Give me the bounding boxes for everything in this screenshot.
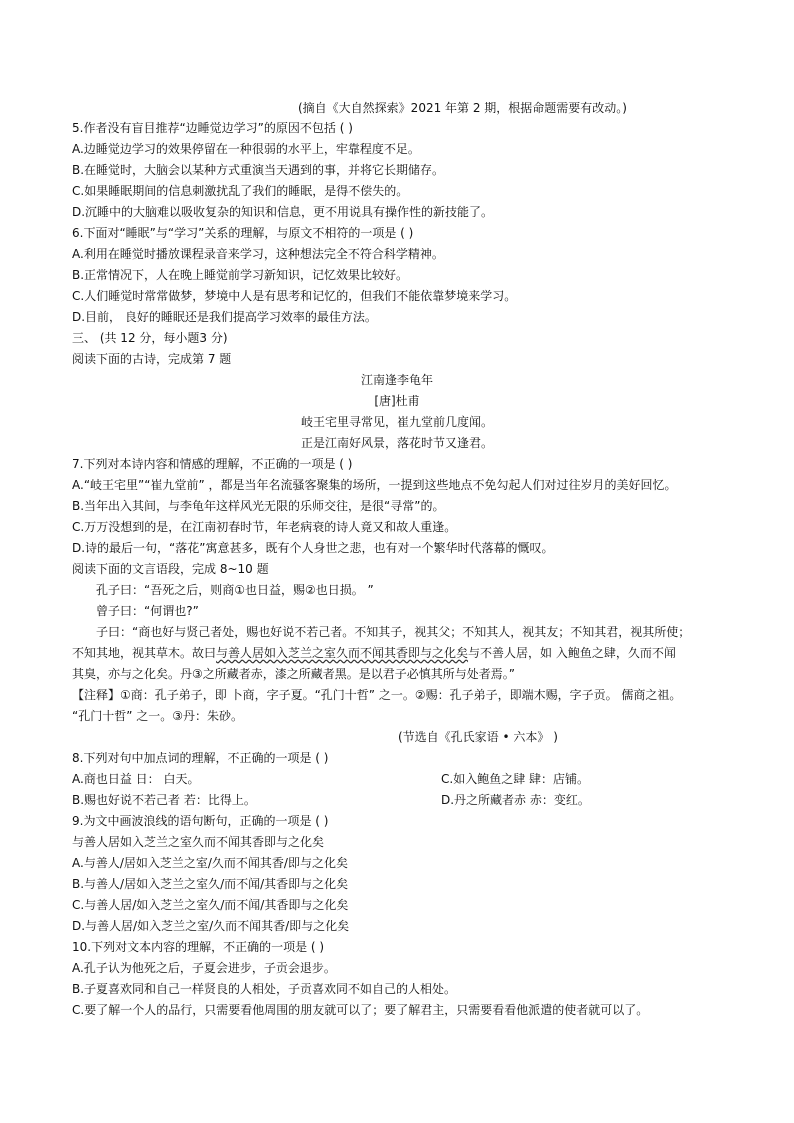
q5-option-a: A.边睡觉边学习的效果停留在一种很弱的水平上，牢靠程度不足。: [72, 142, 420, 156]
q7-option-a: A.“岐王宅里”“崔九堂前” ，都是当年名流骚客聚集的场所，一提到这些地点不免勾起人们对过往岁月的美好回忆。: [72, 478, 677, 492]
section-3-instruction: 阅读下面的古诗，完成第 7 题: [72, 352, 232, 366]
q9-option-d: D.与善人居/如入芝兰之室/久而不闻其香/即与之化矣: [72, 919, 350, 933]
q9-option-c: C.与善人居/如入芝兰之室久/而不闻/其香即与之化矣: [72, 898, 349, 912]
q10-option-c: C.要了解一个人的品行，只需要看他周围的朋友就可以了；要了解君主，只需要看看他派遣的使者就可以了。: [72, 1003, 649, 1017]
q7-stem: 7.下列对本诗内容和情感的理解，不正确的一项是 ( ): [72, 457, 353, 471]
q8-option-b: B.赐也好说不若己者 若：比得上。: [72, 793, 256, 807]
q6-option-d: D.目前， 良好的睡眠还是我们提高学习效率的最佳方法。: [72, 310, 377, 324]
q9-sentence: 与善人居如入芝兰之室久而不闻其香即与之化矣: [72, 835, 325, 849]
q10-option-a: A.孔子认为他死之后，子夏会进步，子贡会退步。: [72, 961, 336, 975]
q8-option-a: A.商也日益 日： 白天。: [72, 772, 200, 786]
q7-option-c: C.万万没想到的是，在江南初春时节，年老病衰的诗人竟又和故人重逢。: [72, 520, 457, 534]
section-3-heading: 三、 (共 12 分，每小题3 分): [72, 331, 228, 345]
q9-stem: 9.为文中画波浪线的语句断句，正确的一项是 ( ): [72, 814, 329, 828]
q7-option-d: D.诗的最后一句，“落花”寓意甚多，既有个人身世之悲，也有对一个繁华时代落幕的慨叹。: [72, 541, 554, 555]
poem-line-2: 正是江南好风景，落花时节又逢君。: [300, 436, 493, 450]
classical-text-segment: 与不善人居，如 入鲍鱼之肆，久而不闻: [468, 646, 676, 660]
q6-option-b: B.正常情况下，人在晚上睡觉前学习新知识，记忆效果比较好。: [72, 268, 409, 282]
classical-paragraph-3-line-1: 子曰：“商也好与贤己者处，赐也好说不若己者。不知其子，视其父；不知其人，视其友；不知其君，视其所使；: [96, 625, 691, 639]
q9-option-b: B.与善人/居如入芝兰之室久/而不闻/其香即与之化矣: [72, 877, 349, 891]
q10-stem: 10.下列对文本内容的理解，不正确的一项是 ( ): [72, 940, 325, 954]
q6-option-c: C.人们睡觉时常常做梦，梦境中人是有思考和记忆的，但我们不能依靠梦境来学习。: [72, 289, 517, 303]
classical-paragraph-3-line-3: 其臭，亦与之化矣。丹③之所藏者赤，漆之所藏者黑。是以君子必慎其所与处者焉。”: [72, 667, 515, 681]
q7-option-b: B.当年出入其间，与李龟年这样风光无限的乐师交往，是很“寻常”的。: [72, 499, 445, 513]
q6-stem: 6.下面对“睡眠”与“学习”关系的理解，与原文不相符的一项是 ( ): [72, 226, 414, 240]
q5-option-d: D.沉睡中的大脑难以吸收复杂的知识和信息，更不用说具有操作性的新技能了。: [72, 205, 494, 219]
q10-option-b: B.子夏喜欢同和自己一样贤良的人相处，子贡喜欢同不如自己的人相处。: [72, 982, 457, 996]
classical-text-segment: 不知其地，视其草木。故曰: [72, 646, 217, 660]
wavy-underlined-sentence: 与善人居如入芝兰之室久而不闻其香即与之化矣: [216, 646, 469, 660]
q5-option-b: B.在睡觉时，大脑会以某种方式重演当天遇到的事，并将它长期储存。: [72, 163, 445, 177]
q5-stem: 5.作者没有盲目推荐“边睡觉边学习”的原因不包括 ( ): [72, 121, 353, 135]
source-note: (摘自《大自然探索》2021 年第 2 期，根据命题需要有改动。): [298, 101, 627, 115]
poem-title: 江南逢李龟年: [360, 373, 433, 387]
annotation-line-1: 【注释】①商：孔子弟子，即 卜商，字子夏。“孔门十哲” 之一。②赐：孔子弟子，即端木赐，字子贡。 儒商之祖。: [72, 688, 682, 702]
q8-option-c: C.如入鲍鱼之肆 肆：店铺。: [441, 772, 590, 786]
q8-option-d: D.丹之所藏者赤 赤：变红。: [441, 793, 590, 807]
poem-author: [唐]杜甫: [374, 394, 420, 408]
classical-paragraph-1: 孔子曰：“吾死之后，则商①也日益，赐②也日损。 ”: [96, 583, 374, 597]
classical-instruction: 阅读下面的文言语段，完成 8~10 题: [72, 562, 269, 576]
annotation-line-2: “孔门十哲” 之一。③丹：朱砂。: [72, 709, 244, 723]
classical-source: (节选自《孔氏家语 • 六本》 ): [398, 730, 558, 744]
q5-option-c: C.如果睡眠期间的信息刺激扰乱了我们的睡眠，是得不偿失的。: [72, 184, 409, 198]
classical-paragraph-3-line-2: [72, 646, 676, 660]
classical-paragraph-2: 曾子曰：“何谓也?”: [96, 604, 199, 618]
poem-line-1: 岐王宅里寻常见，崔九堂前几度闻。: [300, 415, 493, 429]
q9-option-a: A.与善人/居如入芝兰之室/久而不闻其香/即与之化矣: [72, 856, 348, 870]
q6-option-a: A.利用在睡觉时播放课程录音来学习，这种想法完全不符合科学精神。: [72, 247, 444, 261]
q8-stem: 8.下列对句中加点词的理解，不正确的一项是 ( ): [72, 751, 329, 765]
